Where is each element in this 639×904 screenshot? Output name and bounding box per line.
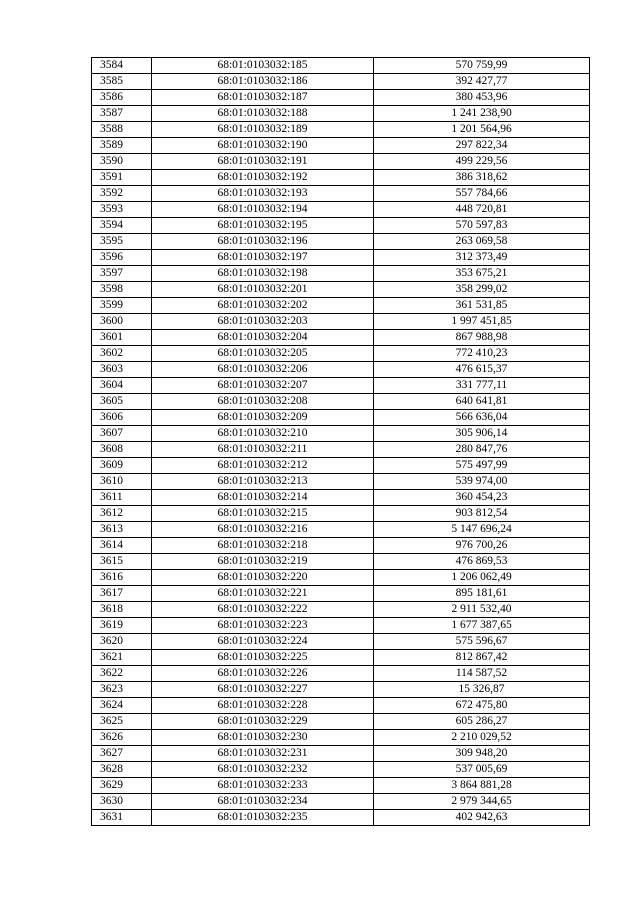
cadastral-value-cell: 361 531,85 [374,298,590,314]
row-number-cell: 3629 [92,778,152,794]
cadastral-number-cell: 68:01:0103032:205 [152,346,374,362]
table-row [92,490,590,506]
cadastral-number-cell: 68:01:0103032:186 [152,74,374,90]
table-row [92,522,590,538]
row-number-cell: 3603 [92,362,152,378]
table-row [92,666,590,682]
cadastral-value-cell: 539 974,00 [374,474,590,490]
table-row [92,506,590,522]
cadastral-number-cell: 68:01:0103032:202 [152,298,374,314]
table-row [92,634,590,650]
cadastral-value-cell: 499 229,56 [374,154,590,170]
row-number-cell: 3608 [92,442,152,458]
cadastral-number-cell: 68:01:0103032:218 [152,538,374,554]
cadastral-number-cell: 68:01:0103032:190 [152,138,374,154]
row-number-cell: 3587 [92,106,152,122]
cadastral-number-cell: 68:01:0103032:219 [152,554,374,570]
cadastral-number-cell: 68:01:0103032:197 [152,250,374,266]
row-number-cell: 3601 [92,330,152,346]
cadastral-value-cell: 903 812,54 [374,506,590,522]
cadastral-number-cell: 68:01:0103032:214 [152,490,374,506]
row-number-cell: 3598 [92,282,152,298]
cadastral-value-cell: 772 410,23 [374,346,590,362]
table-row [92,538,590,554]
cadastral-value-cell: 358 299,02 [374,282,590,298]
row-number-cell: 3627 [92,746,152,762]
table-row [92,426,590,442]
row-number-cell: 3622 [92,666,152,682]
cadastral-number-cell: 68:01:0103032:216 [152,522,374,538]
table-row [92,202,590,218]
cadastral-number-cell: 68:01:0103032:208 [152,394,374,410]
table-row [92,698,590,714]
row-number-cell: 3610 [92,474,152,490]
row-number-cell: 3596 [92,250,152,266]
row-number-cell: 3586 [92,90,152,106]
cadastral-value-table [91,57,590,826]
table-body [92,58,590,826]
cadastral-number-cell: 68:01:0103032:198 [152,266,374,282]
cadastral-number-cell: 68:01:0103032:224 [152,634,374,650]
cadastral-number-cell: 68:01:0103032:187 [152,90,374,106]
table-row [92,106,590,122]
cadastral-number-cell: 68:01:0103032:194 [152,202,374,218]
row-number-cell: 3609 [92,458,152,474]
cadastral-number-cell: 68:01:0103032:193 [152,186,374,202]
cadastral-number-cell: 68:01:0103032:212 [152,458,374,474]
cadastral-value-cell: 1 241 238,90 [374,106,590,122]
cadastral-number-cell: 68:01:0103032:234 [152,794,374,810]
cadastral-number-cell: 68:01:0103032:192 [152,170,374,186]
row-number-cell: 3595 [92,234,152,250]
row-number-cell: 3593 [92,202,152,218]
cadastral-value-cell: 566 636,04 [374,410,590,426]
row-number-cell: 3613 [92,522,152,538]
cadastral-value-cell: 570 759,99 [374,58,590,74]
cadastral-value-cell: 386 318,62 [374,170,590,186]
table-row [92,90,590,106]
table-row [92,554,590,570]
row-number-cell: 3630 [92,794,152,810]
row-number-cell: 3594 [92,218,152,234]
cadastral-value-cell: 360 454,23 [374,490,590,506]
cadastral-value-cell: 114 587,52 [374,666,590,682]
table-row [92,618,590,634]
table-row [92,234,590,250]
row-number-cell: 3599 [92,298,152,314]
cadastral-value-cell: 2 911 532,40 [374,602,590,618]
cadastral-value-cell: 305 906,14 [374,426,590,442]
cadastral-value-cell: 672 475,80 [374,698,590,714]
row-number-cell: 3626 [92,730,152,746]
table-row [92,730,590,746]
row-number-cell: 3620 [92,634,152,650]
table-row [92,362,590,378]
table-row [92,250,590,266]
cadastral-number-cell: 68:01:0103032:191 [152,154,374,170]
row-number-cell: 3631 [92,810,152,826]
cadastral-number-cell: 68:01:0103032:223 [152,618,374,634]
cadastral-number-cell: 68:01:0103032:228 [152,698,374,714]
row-number-cell: 3602 [92,346,152,362]
row-number-cell: 3606 [92,410,152,426]
cadastral-value-cell: 280 847,76 [374,442,590,458]
table-row [92,410,590,426]
cadastral-value-cell: 570 597,83 [374,218,590,234]
table-row [92,314,590,330]
table-row [92,746,590,762]
row-number-cell: 3621 [92,650,152,666]
row-number-cell: 3605 [92,394,152,410]
cadastral-number-cell: 68:01:0103032:235 [152,810,374,826]
cadastral-value-cell: 3 864 881,28 [374,778,590,794]
cadastral-number-cell: 68:01:0103032:195 [152,218,374,234]
cadastral-number-cell: 68:01:0103032:189 [152,122,374,138]
cadastral-value-cell: 402 942,63 [374,810,590,826]
table-row [92,154,590,170]
row-number-cell: 3607 [92,426,152,442]
row-number-cell: 3611 [92,490,152,506]
table-row [92,74,590,90]
cadastral-value-cell: 476 615,37 [374,362,590,378]
table-row [92,714,590,730]
cadastral-number-cell: 68:01:0103032:221 [152,586,374,602]
cadastral-number-cell: 68:01:0103032:213 [152,474,374,490]
table-row [92,586,590,602]
cadastral-value-cell: 575 596,67 [374,634,590,650]
table-row [92,122,590,138]
table-row [92,170,590,186]
table-row [92,810,590,826]
table-row [92,218,590,234]
cadastral-value-cell: 976 700,26 [374,538,590,554]
cadastral-value-cell: 537 005,69 [374,762,590,778]
row-number-cell: 3616 [92,570,152,586]
cadastral-value-cell: 392 427,77 [374,74,590,90]
cadastral-number-cell: 68:01:0103032:204 [152,330,374,346]
cadastral-value-cell: 5 147 696,24 [374,522,590,538]
row-number-cell: 3604 [92,378,152,394]
row-number-cell: 3589 [92,138,152,154]
table-row [92,570,590,586]
row-number-cell: 3590 [92,154,152,170]
cadastral-number-cell: 68:01:0103032:230 [152,730,374,746]
cadastral-number-cell: 68:01:0103032:185 [152,58,374,74]
table-row [92,442,590,458]
cadastral-value-cell: 812 867,42 [374,650,590,666]
row-number-cell: 3612 [92,506,152,522]
row-number-cell: 3625 [92,714,152,730]
table-row [92,778,590,794]
table-row [92,602,590,618]
table-row [92,186,590,202]
cadastral-number-cell: 68:01:0103032:196 [152,234,374,250]
cadastral-number-cell: 68:01:0103032:210 [152,426,374,442]
row-number-cell: 3600 [92,314,152,330]
table-row [92,298,590,314]
table-row [92,58,590,74]
cadastral-value-cell: 380 453,96 [374,90,590,106]
table-row [92,282,590,298]
row-number-cell: 3592 [92,186,152,202]
row-number-cell: 3624 [92,698,152,714]
table-row [92,138,590,154]
table-row [92,378,590,394]
cadastral-value-cell: 557 784,66 [374,186,590,202]
cadastral-number-cell: 68:01:0103032:227 [152,682,374,698]
cadastral-value-cell: 353 675,21 [374,266,590,282]
cadastral-value-cell: 1 997 451,85 [374,314,590,330]
table-row [92,474,590,490]
cadastral-number-cell: 68:01:0103032:215 [152,506,374,522]
row-number-cell: 3618 [92,602,152,618]
cadastral-value-cell: 1 677 387,65 [374,618,590,634]
cadastral-value-cell: 297 822,34 [374,138,590,154]
cadastral-value-cell: 1 206 062,49 [374,570,590,586]
cadastral-number-cell: 68:01:0103032:220 [152,570,374,586]
row-number-cell: 3619 [92,618,152,634]
row-number-cell: 3617 [92,586,152,602]
row-number-cell: 3615 [92,554,152,570]
cadastral-number-cell: 68:01:0103032:201 [152,282,374,298]
cadastral-value-cell: 895 181,61 [374,586,590,602]
cadastral-value-cell: 1 201 564,96 [374,122,590,138]
cadastral-value-cell: 15 326,87 [374,682,590,698]
cadastral-number-cell: 68:01:0103032:232 [152,762,374,778]
table-row [92,458,590,474]
cadastral-value-cell: 476 869,53 [374,554,590,570]
row-number-cell: 3623 [92,682,152,698]
cadastral-number-cell: 68:01:0103032:206 [152,362,374,378]
row-number-cell: 3584 [92,58,152,74]
cadastral-number-cell: 68:01:0103032:203 [152,314,374,330]
cadastral-number-cell: 68:01:0103032:229 [152,714,374,730]
table-row [92,346,590,362]
cadastral-number-cell: 68:01:0103032:226 [152,666,374,682]
row-number-cell: 3628 [92,762,152,778]
row-number-cell: 3614 [92,538,152,554]
row-number-cell: 3588 [92,122,152,138]
cadastral-value-cell: 640 641,81 [374,394,590,410]
cadastral-number-cell: 68:01:0103032:211 [152,442,374,458]
table-row [92,762,590,778]
cadastral-number-cell: 68:01:0103032:233 [152,778,374,794]
table-row [92,394,590,410]
cadastral-number-cell: 68:01:0103032:231 [152,746,374,762]
table-row [92,266,590,282]
cadastral-value-cell: 448 720,81 [374,202,590,218]
row-number-cell: 3585 [92,74,152,90]
cadastral-value-cell: 263 069,58 [374,234,590,250]
cadastral-value-cell: 312 373,49 [374,250,590,266]
cadastral-value-cell: 2 979 344,65 [374,794,590,810]
row-number-cell: 3591 [92,170,152,186]
cadastral-value-cell: 605 286,27 [374,714,590,730]
cadastral-value-cell: 575 497,99 [374,458,590,474]
cadastral-value-cell: 331 777,11 [374,378,590,394]
cadastral-number-cell: 68:01:0103032:222 [152,602,374,618]
cadastral-number-cell: 68:01:0103032:188 [152,106,374,122]
cadastral-number-cell: 68:01:0103032:209 [152,410,374,426]
row-number-cell: 3597 [92,266,152,282]
cadastral-number-cell: 68:01:0103032:225 [152,650,374,666]
table-row [92,794,590,810]
table-row [92,650,590,666]
cadastral-value-cell: 2 210 029,52 [374,730,590,746]
table-row [92,682,590,698]
cadastral-number-cell: 68:01:0103032:207 [152,378,374,394]
table-row [92,330,590,346]
cadastral-value-cell: 309 948,20 [374,746,590,762]
cadastral-value-cell: 867 988,98 [374,330,590,346]
